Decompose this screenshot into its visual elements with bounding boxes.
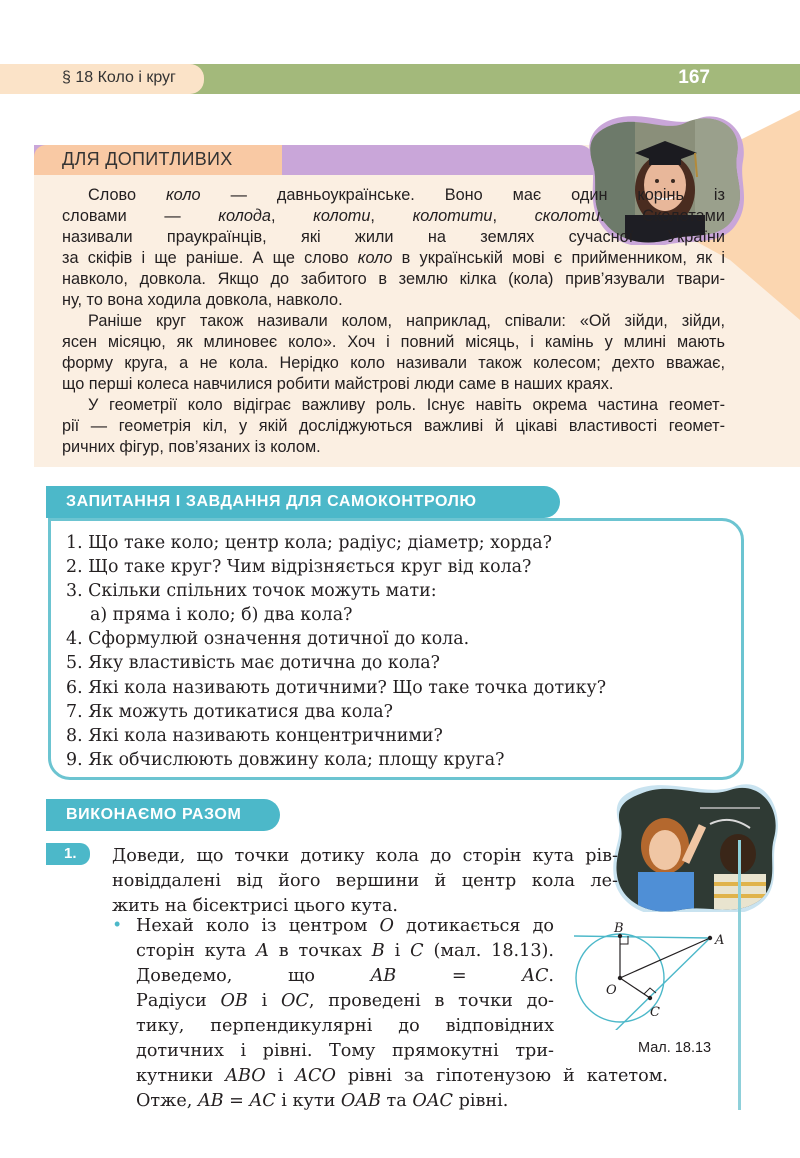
bullet: • <box>114 914 121 934</box>
text-line: У геометрії коло відіграє важливу роль. Існує навіть окрема частина геомет- <box>88 396 725 414</box>
tangent-ac <box>610 938 710 1030</box>
italic-term: колода <box>218 207 271 225</box>
text-line: сторін кута A в точках B і C (мал. 18.13). <box>136 941 554 961</box>
questions-list <box>66 531 606 772</box>
text-line: кутники ABO і ACO рівні за гіпотенузою й катетом. <box>136 1066 668 1086</box>
point-a <box>708 936 712 940</box>
solution-text-narrow <box>136 914 554 1064</box>
question-item: 8. Які кола називають концентричними? <box>66 725 443 746</box>
question-item: 3. Скільки спільних точок можуть мати: <box>66 581 437 602</box>
italic-term: A <box>256 941 269 961</box>
together-title: ВИКОНАЄМО РАЗОМ <box>66 806 242 823</box>
italic-term: OAB <box>340 1091 381 1111</box>
text-line: Слово коло — давньоукраїнське. Воно має один корінь із <box>88 186 725 204</box>
text-line: ну, то вона ходила довкола, навколо. <box>62 291 343 309</box>
italic-term: OB <box>220 991 248 1011</box>
questions-banner <box>46 486 560 518</box>
task-number-badge <box>46 843 90 865</box>
italic-term: OAC <box>412 1091 453 1111</box>
label-c: C <box>650 1005 660 1020</box>
question-item: 2. Що таке круг? Чим відрізняється круг від кола? <box>66 557 532 578</box>
text-line: форму круга, а не кола. Нерідко коло називали також колесом; дехто вважає, <box>62 354 725 372</box>
text-line: що перші колеса навчилися робити майстрові люди саме в наших краях. <box>62 375 614 393</box>
text-line: рії — геометрія кіл, у якій досліджуються важливі й цікаві властивості геомет- <box>62 417 725 435</box>
text-line: новіддалені від його вершини й центр кола ле- <box>112 871 618 891</box>
section-title: § 18 Коло і круг <box>62 69 176 86</box>
question-item: а) пряма і коло; б) два кола? <box>90 605 353 626</box>
point-c <box>648 996 652 1000</box>
children-photo <box>610 784 780 912</box>
italic-term: B <box>371 941 385 961</box>
side-line <box>738 840 741 1110</box>
curious-text <box>62 185 725 458</box>
text-line: за скіфів і ще раніше. А ще слово коло в українській мові є прийменником, як і <box>62 249 725 267</box>
label-o: O <box>606 983 617 998</box>
italic-term: ABO <box>225 1066 266 1086</box>
italic-term: колотити <box>412 207 493 225</box>
italic-term: сколоти <box>534 207 601 225</box>
text-line: навколо, довкола. Якщо до забитого в землю кілка (кола) прив’язували твари- <box>62 270 725 288</box>
tangent-ab <box>574 936 710 938</box>
questions-title: ЗАПИТАННЯ І ЗАВДАННЯ ДЛЯ САМОКОНТРОЛЮ <box>66 493 477 510</box>
figure-18-13 <box>570 918 740 1030</box>
question-item: 1. Що таке коло; центр кола; радіус; діаметр; хорда? <box>66 533 552 553</box>
italic-term: AB = AC <box>197 1091 276 1111</box>
text-line: тику, перпендикулярні до відповідних <box>136 1016 554 1036</box>
question-item: 6. Які кола називають дотичними? Що таке точка дотику? <box>66 677 607 698</box>
curious-paragraph-3 <box>62 395 725 458</box>
italic-term: OC <box>281 991 309 1011</box>
italic-term: C <box>410 941 424 961</box>
text-line: називали праукраїнців, які жили на землях сучасної України <box>62 228 725 246</box>
figure-caption: Мал. 18.13 <box>638 1040 712 1056</box>
italic-term: колоти <box>313 207 371 225</box>
together-banner <box>46 799 280 831</box>
page-number: 167 <box>678 67 710 88</box>
text-line: Радіуси OB і OC, проведені в точки до- <box>136 991 554 1011</box>
segment-oa <box>620 938 710 978</box>
task-number: 1. <box>64 845 77 862</box>
question-item: 7. Як можуть дотикатися два кола? <box>66 701 393 722</box>
text-line: жить на бісектрисі цього кута. <box>112 896 398 916</box>
question-item: 4. Сформулюй означення дотичної до кола. <box>66 629 470 650</box>
text-line: ясен місяцю, як млиновеє коло». Хоч і повний місяць, і камінь у млині мають <box>62 333 725 351</box>
italic-term: AB = AC <box>370 966 549 986</box>
text-line: дотичних і рівні. Тому прямокутні три- <box>136 1041 554 1061</box>
text-line: Отже, AB = AC і кути OAB та OAC рівні. <box>136 1091 509 1111</box>
solution-text-wide <box>136 1064 668 1114</box>
curious-paragraph-1 <box>62 185 725 311</box>
text-line: Раніше круг також називали колом, наприклад, співали: «Ой зійди, зійди, <box>88 312 725 330</box>
label-b: B <box>614 921 624 936</box>
text-line: Доведемо, що AB = AC. <box>136 966 555 986</box>
curious-title: ДЛЯ ДОПИТЛИВИХ <box>62 149 233 169</box>
italic-term: O <box>379 916 394 936</box>
text-line: Доведи, що точки дотику кола до сторін кута рів- <box>112 846 618 866</box>
text-line: словами — колода, колоти, колотити, сколоти. Сколотами <box>62 207 725 225</box>
italic-term: ACO <box>295 1066 336 1086</box>
point-o <box>618 976 622 980</box>
question-item: 5. Яку властивість має дотична до кола? <box>66 653 440 674</box>
curious-paragraph-2 <box>62 311 725 395</box>
radius-oc <box>620 978 650 998</box>
text-line: ричних фігур, пов’язаних із колом. <box>62 438 321 456</box>
question-item: 9. Як обчислюють довжину кола; площу круга? <box>66 749 505 770</box>
text-line: Нехай коло із центром O дотикається до <box>136 916 554 936</box>
italic-term: коло <box>357 249 393 267</box>
task-statement <box>112 844 618 919</box>
italic-term: коло <box>165 186 201 204</box>
label-a: A <box>715 933 725 948</box>
